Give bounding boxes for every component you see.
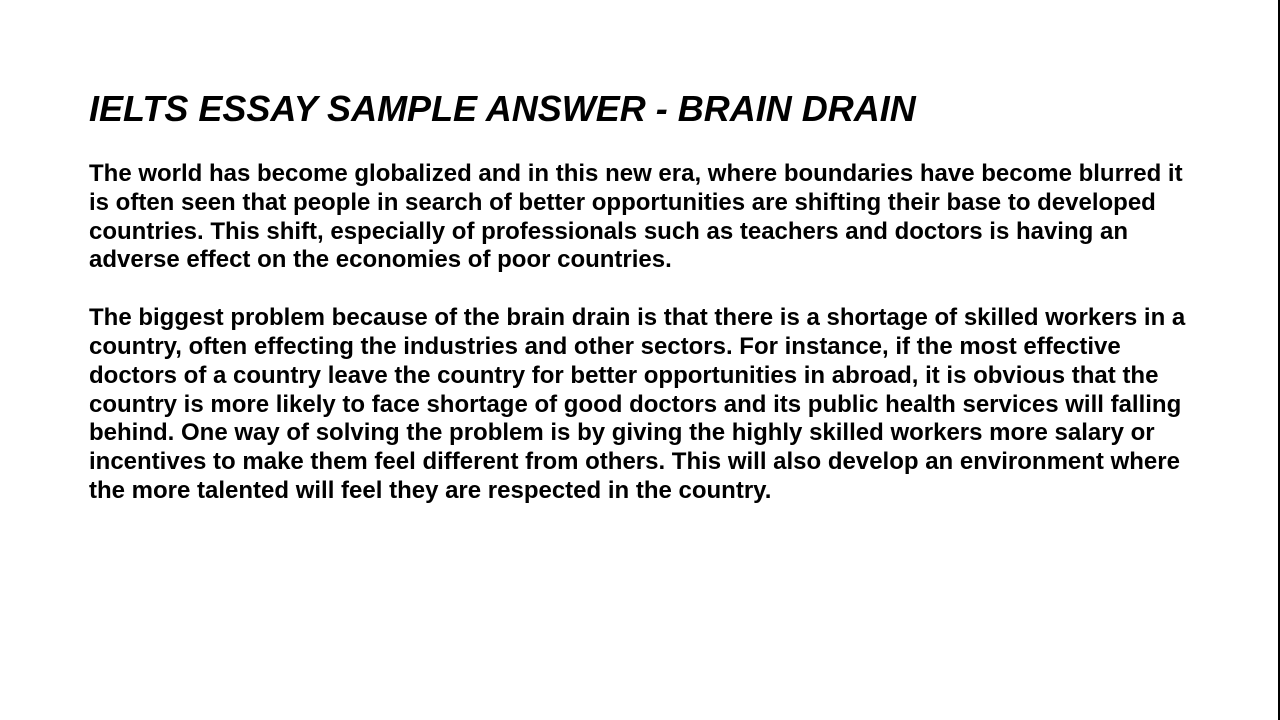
essay-content [89, 88, 1199, 506]
essay-paragraph-2: The biggest problem because of the brain drain is that there is a shortage of skilled workers in a country, often effecting the industries and other sectors. For instance, if the most effective doctors of a country leave the country for better opportunities in abroad, it is obvious that the country is more likely to face shortage of good doctors and its public health services will falling behind. One way of solving the problem is by giving the highly skilled workers more salary or incentives to make them feel different from others. This will also develop an environment where the more talented will feel they are respected in the country. [89, 304, 1186, 504]
page-title: IELTS ESSAY SAMPLE ANSWER - BRAIN DRAIN [89, 88, 916, 129]
essay-paragraph-1: The world has become globalized and in this new era, where boundaries have become blurred it is often seen that people in search of better opportunities are shifting their base to developed countries. This shift, especially of professionals such as teachers and doctors is having an adverse effect on the economies of poor countries. [89, 160, 1183, 274]
